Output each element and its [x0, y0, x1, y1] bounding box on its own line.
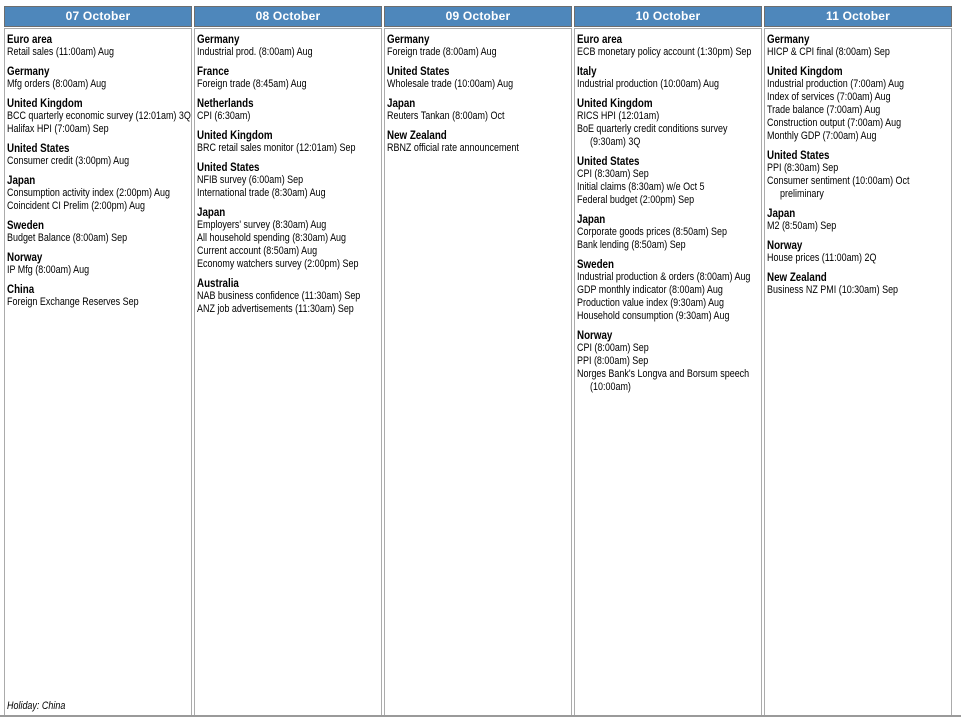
event-item: BoE quarterly credit conditions survey (9:30am) 3Q	[577, 123, 728, 148]
country-group-united-states	[767, 143, 951, 201]
day-column-07-october	[4, 6, 192, 716]
event-item: NFIB survey (6:00am) Sep	[197, 174, 304, 186]
country-heading: Sweden	[577, 257, 614, 271]
country-group-euro-area	[577, 32, 761, 59]
day-column-08-october	[194, 6, 382, 716]
event-item: Monthly GDP (7:00am) Aug	[767, 130, 877, 142]
country-heading: Germany	[197, 32, 240, 46]
event-item: Trade balance (7:00am) Aug	[767, 104, 881, 116]
event-item: PPI (8:30am) Sep	[767, 162, 839, 174]
day-column-09-october	[384, 6, 572, 716]
event-item: Coincident CI Prelim (2:00pm) Aug	[7, 200, 146, 212]
country-group-germany	[7, 59, 191, 91]
country-heading: Netherlands	[197, 96, 254, 110]
event-item: Retail sales (11:00am) Aug	[7, 46, 114, 58]
country-heading: Germany	[387, 32, 430, 46]
event-item: Foreign Exchange Reserves Sep	[7, 296, 139, 308]
event-item: Industrial production & orders (8:00am) Aug	[577, 271, 751, 283]
day-column-header: 09 October	[384, 6, 572, 27]
economic-calendar-week	[4, 6, 952, 716]
country-group-united-kingdom	[197, 123, 381, 155]
country-group-norway	[7, 245, 191, 277]
country-group-norway	[577, 323, 761, 394]
event-item: BCC quarterly economic survey (12:01am) 3Q	[7, 110, 191, 122]
event-item: HICP & CPI final (8:00am) Sep	[767, 46, 890, 58]
holiday-note: Holiday: China	[7, 700, 66, 712]
event-item: Federal budget (2:00pm) Sep	[577, 194, 695, 206]
event-item: Norges Bank's Longva and Borsum speech (10:00am)	[577, 368, 750, 393]
day-column-body	[194, 28, 382, 716]
event-item: Industrial production (10:00am) Aug	[577, 78, 720, 90]
country-heading: Japan	[577, 212, 606, 226]
event-item: GDP monthly indicator (8:00am) Aug	[577, 284, 723, 296]
country-heading: China	[7, 282, 35, 296]
event-item: International trade (8:30am) Aug	[197, 187, 326, 199]
country-group-germany	[387, 32, 571, 59]
country-group-australia	[197, 271, 381, 316]
event-item: Index of services (7:00am) Aug	[767, 91, 891, 103]
event-item: Economy watchers survey (2:00pm) Sep	[197, 258, 359, 270]
day-column-header: 07 October	[4, 6, 192, 27]
event-item: Business NZ PMI (10:30am) Sep	[767, 284, 899, 296]
country-group-sweden	[577, 252, 761, 323]
country-heading: Sweden	[7, 218, 44, 232]
day-column-content	[767, 32, 951, 713]
country-group-united-states	[7, 136, 191, 168]
country-heading: Japan	[387, 96, 416, 110]
day-column-content	[197, 32, 381, 713]
country-group-china	[7, 277, 191, 309]
event-item: All household spending (8:30am) Aug	[197, 232, 347, 244]
country-group-japan	[577, 207, 761, 252]
country-group-germany	[197, 32, 381, 59]
country-group-united-states	[197, 155, 381, 200]
event-item: Industrial production (7:00am) Aug	[767, 78, 905, 90]
country-heading: United Kingdom	[577, 96, 653, 110]
event-item: Consumer sentiment (10:00am) Oct preliminary	[767, 175, 910, 200]
country-heading: Japan	[197, 205, 226, 219]
country-heading: Japan	[767, 206, 796, 220]
country-heading: Norway	[767, 238, 803, 252]
country-heading: United States	[387, 64, 450, 78]
event-item: Employers' survey (8:30am) Aug	[197, 219, 327, 231]
country-group-new-zealand	[387, 123, 571, 155]
event-item: Bank lending (8:50am) Sep	[577, 239, 686, 251]
event-item: PPI (8:00am) Sep	[577, 355, 649, 367]
day-column-body	[574, 28, 762, 716]
event-item: Industrial prod. (8:00am) Aug	[197, 46, 313, 58]
event-item: Household consumption (9:30am) Aug	[577, 310, 730, 322]
country-group-japan	[197, 200, 381, 271]
country-heading: Germany	[7, 64, 50, 78]
country-heading: United States	[197, 160, 260, 174]
event-item: Budget Balance (8:00am) Sep	[7, 232, 128, 244]
event-item: Consumption activity index (2:00pm) Aug	[7, 187, 170, 199]
country-heading: France	[197, 64, 230, 78]
event-item: Foreign trade (8:45am) Aug	[197, 78, 307, 90]
country-group-japan	[387, 91, 571, 123]
day-column-11-october	[764, 6, 952, 716]
event-item: Initial claims (8:30am) w/e Oct 5	[577, 181, 705, 193]
day-column-10-october	[574, 6, 762, 716]
country-heading: Germany	[767, 32, 810, 46]
country-group-united-states	[577, 149, 761, 207]
country-heading: Euro area	[7, 32, 53, 46]
bottom-divider	[0, 715, 961, 717]
country-heading: United States	[7, 141, 70, 155]
country-heading: United States	[767, 148, 830, 162]
country-heading: Norway	[7, 250, 43, 264]
country-group-norway	[767, 233, 951, 265]
event-item: Reuters Tankan (8:00am) Oct	[387, 110, 505, 122]
country-group-sweden	[7, 213, 191, 245]
country-heading: United Kingdom	[197, 128, 273, 142]
event-item: CPI (6:30am)	[197, 110, 251, 122]
event-item: CPI (8:30am) Sep	[577, 168, 649, 180]
event-item: House prices (11:00am) 2Q	[767, 252, 877, 264]
country-group-new-zealand	[767, 265, 951, 297]
country-heading: New Zealand	[767, 270, 827, 284]
event-item: M2 (8:50am) Sep	[767, 220, 837, 232]
country-heading: Euro area	[577, 32, 623, 46]
event-item: Corporate goods prices (8:50am) Sep	[577, 226, 727, 238]
country-group-italy	[577, 59, 761, 91]
country-group-japan	[7, 168, 191, 213]
event-item: Construction output (7:00am) Aug	[767, 117, 902, 129]
day-column-content	[7, 32, 191, 713]
event-item: RICS HPI (12:01am)	[577, 110, 660, 122]
event-item: Wholesale trade (10:00am) Aug	[387, 78, 514, 90]
country-heading: United Kingdom	[767, 64, 843, 78]
country-heading: New Zealand	[387, 128, 447, 142]
country-heading: Italy	[577, 64, 597, 78]
country-heading: United States	[577, 154, 640, 168]
country-group-japan	[767, 201, 951, 233]
event-item: IP Mfg (8:00am) Aug	[7, 264, 90, 276]
event-item: NAB business confidence (11:30am) Sep	[197, 290, 361, 302]
country-heading: Norway	[577, 328, 613, 342]
day-column-header: 08 October	[194, 6, 382, 27]
day-column-header: 10 October	[574, 6, 762, 27]
country-group-united-kingdom	[7, 91, 191, 136]
country-group-united-kingdom	[577, 91, 761, 149]
country-group-united-states	[387, 59, 571, 91]
country-heading: Japan	[7, 173, 36, 187]
event-item: Halifax HPI (7:00am) Sep	[7, 123, 109, 135]
event-item: Current account (8:50am) Aug	[197, 245, 318, 257]
day-column-body	[4, 28, 192, 716]
event-item: Consumer credit (3:00pm) Aug	[7, 155, 130, 167]
day-column-content	[577, 32, 761, 713]
day-column-body	[764, 28, 952, 716]
event-item: Mfg orders (8:00am) Aug	[7, 78, 107, 90]
day-column-header: 11 October	[764, 6, 952, 27]
day-column-body	[384, 28, 572, 716]
country-group-euro-area	[7, 32, 191, 59]
country-heading: Australia	[197, 276, 239, 290]
country-group-france	[197, 59, 381, 91]
event-item: Foreign trade (8:00am) Aug	[387, 46, 497, 58]
country-group-netherlands	[197, 91, 381, 123]
event-item: RBNZ official rate announcement	[387, 142, 519, 154]
country-heading: United Kingdom	[7, 96, 83, 110]
day-column-content	[387, 32, 571, 713]
event-item: CPI (8:00am) Sep	[577, 342, 649, 354]
country-group-united-kingdom	[767, 59, 951, 143]
event-item: ECB monetary policy account (1:30pm) Sep	[577, 46, 752, 58]
country-group-germany	[767, 32, 951, 59]
event-item: Production value index (9:30am) Aug	[577, 297, 725, 309]
event-item: BRC retail sales monitor (12:01am) Sep	[197, 142, 356, 154]
event-item: ANZ job advertisements (11:30am) Sep	[197, 303, 354, 315]
